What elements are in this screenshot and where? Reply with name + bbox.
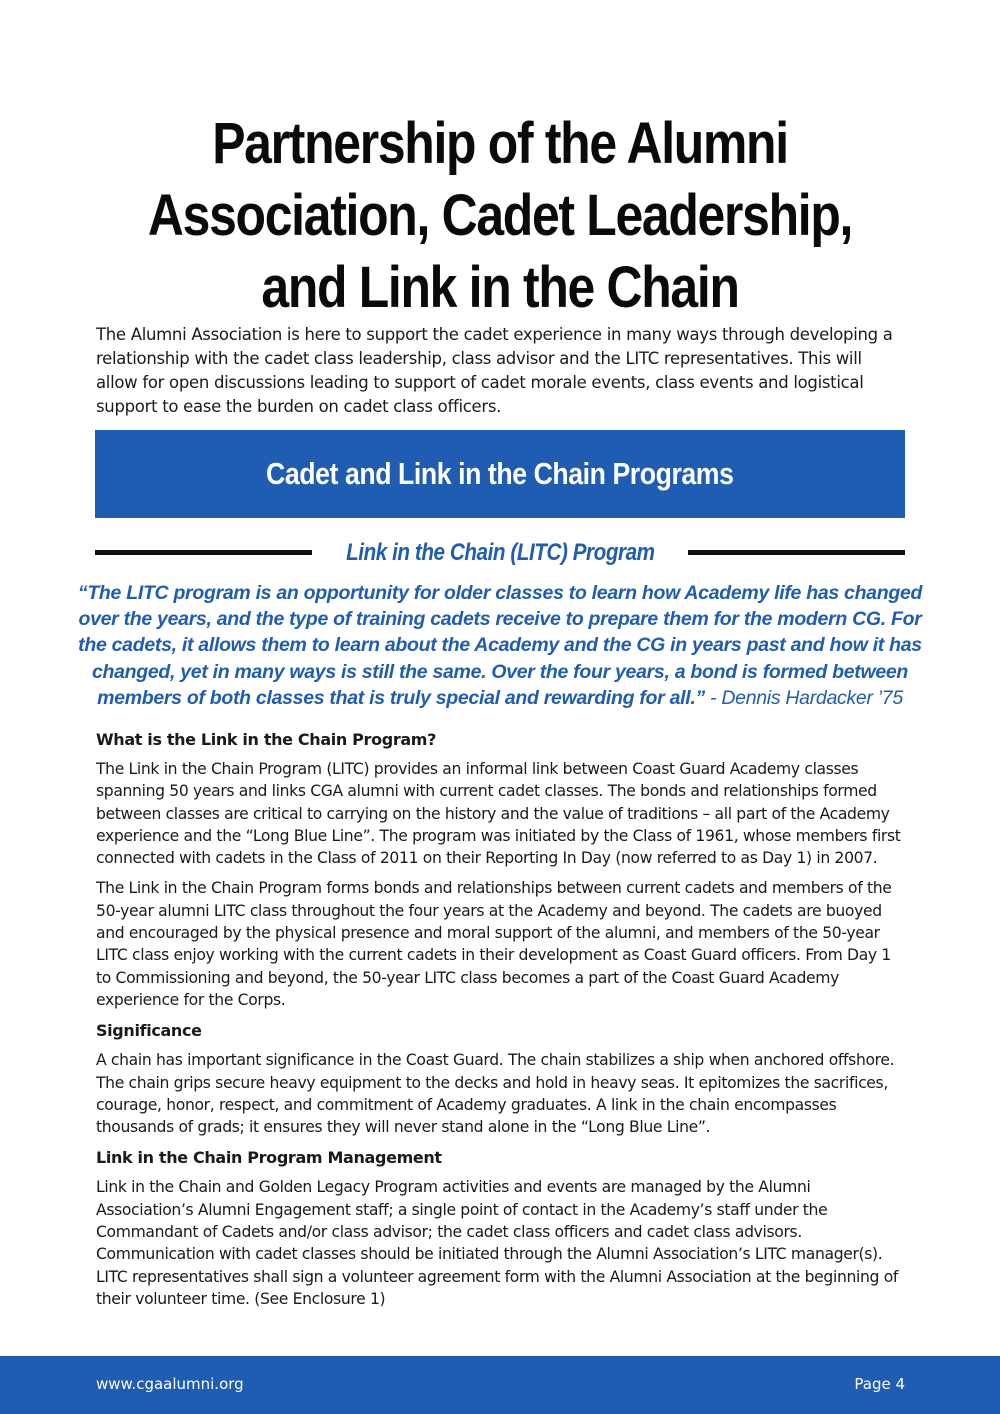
subsection-title (312, 536, 688, 570)
intro-paragraph: The Alumni Association is here to support the cadet experience in many ways through developing a relationship with the cadet class leadership, class advisor and the LITC representatives. This will allow for open discussions leading to support of cadet morale events, class events and logistical support to ease the burden on cadet class officers. (96, 325, 893, 416)
heading-what-is-litc: What is the Link in the Chain Program? (96, 730, 437, 749)
paragraph-what-2: The Link in the Chain Program forms bonds and relationships between current cadets and members of the 50-year alumni LITC class throughout the four years at the Academy and beyond. The cadets are buoyed and encouraged by the physical presence and moral support of the alumni, and members of the 50-year LITC class enjoy working with the current cadets in their development as Coast Guard officers. From Day 1 to Commissioning and beyond, the 50-year LITC class becomes a part of the Coast Guard Academy experience for the Corps. (96, 879, 892, 1009)
page-footer (0, 1356, 1000, 1414)
title-line-1: Partnership of the Alumni (212, 111, 788, 176)
title-line-2: Association, Cadet Leadership, (147, 183, 853, 248)
subsection-title-text: Link in the Chain (LITC) Program (345, 539, 655, 566)
paragraph-significance: A chain has important significance in the Coast Guard. The chain stabilizes a ship when anchored offshore. The chain grips secure heavy equipment to the decks and hold in heavy seas. It epitomizes the sacrifices, courage, honor, respect, and commitment of Academy graduates. A link in the chain encompasses thousands of grads; it ensures they will never stand alone in the “Long Blue Line”. (96, 1051, 895, 1137)
divider-right (688, 550, 905, 555)
section-banner (95, 430, 905, 518)
heading-program-management: Link in the Chain Program Management (96, 1148, 442, 1168)
body-content (96, 728, 908, 1318)
divider-left (95, 550, 312, 555)
paragraph-what-1: The Link in the Chain Program (LITC) provides an informal link between Coast Guard Academy classes spanning 50 years and links CGA alumni with current cadet classes. The bonds and relationships formed between classes are critical to carrying on the history and the value of traditions – all part of the Academy experience and the “Long Blue Line”. The program was initiated by the Class of 1961, whose members first connected with cadets in the Class of 2011 on their Reporting In Day (now referred to as Day 1) in 2007. (96, 760, 901, 868)
quote-text: “The LITC program is an opportunity for older classes to learn how Academy life has changed over the years, and the type of training cadets receive to prepare them for the modern CG. For the cadets, it allows them to learn about the Academy and the CG in years past and how it has changed, yet in many ways is still the same. Over the four years, a bond is formed between members of both classes that is truly special and rewarding for all.” (77, 582, 923, 709)
page-number: Page 4 (854, 1375, 905, 1393)
paragraph-management: Link in the Chain and Golden Legacy Program activities and events are managed by the Alumni Association’s Alumni Engagement staff; a single point of contact in the Academy’s staff under the Commandant of Cadets and/or class advisor; the cadet class officers and cadet class advisors. Communication with cadet classes should be initiated through the Alumni Association’s LITC manager(s). LITC representatives shall sign a volunteer agreement form with the Alumni Association at the beginning of their volunteer time. (See Enclosure 1) (96, 1178, 899, 1308)
quote-author: - Dennis Hardacker ’75 (704, 686, 903, 709)
footer-website-link[interactable]: www.cgaalumni.org (96, 1375, 244, 1393)
title-line-3: and Link in the Chain (261, 255, 739, 320)
page-title (122, 108, 879, 324)
heading-significance: Significance (96, 1021, 202, 1041)
testimonial-quote (70, 580, 930, 711)
banner-title: Cadet and Link in the Chain Programs (266, 456, 734, 491)
